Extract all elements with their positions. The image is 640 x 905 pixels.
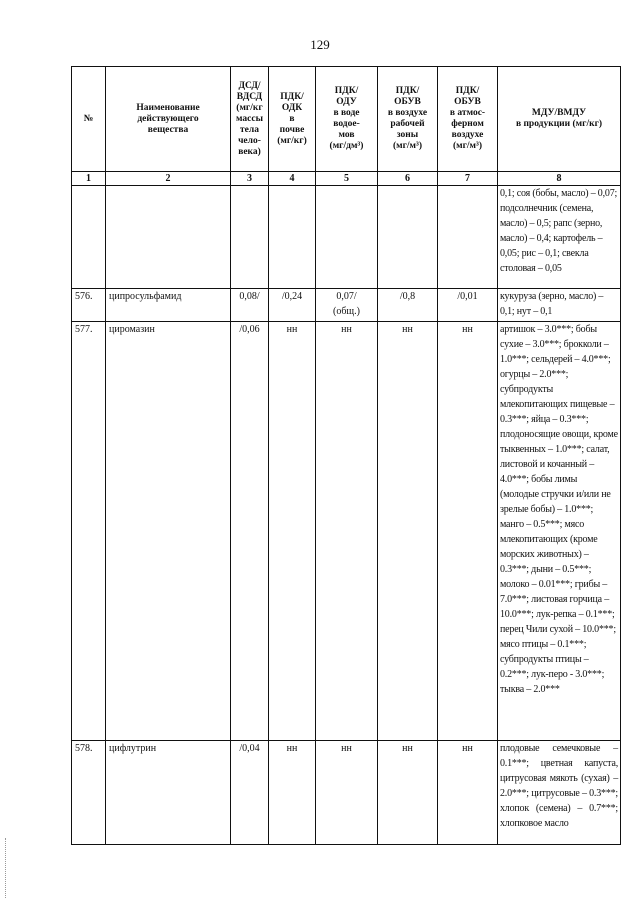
row-number: 576. <box>72 289 106 322</box>
pdk-work-air-value <box>378 186 438 289</box>
header-pdk-work-air: ПДК/ ОБУВ в воздухе рабочей зоны (мг/м³) <box>378 67 438 172</box>
mdu-value: плодовые семечковые – 0.1***; цветная капуста, цитрусовая мякоть (сухая) – 2.0***; цитрусовые – 0.3***; хлопок (семена) – 0.7***; хлопковое масло <box>498 741 621 845</box>
header-pdk-soil: ПДК/ ОДК в почве (мг/кг) <box>269 67 316 172</box>
pdk-soil-value: нн <box>269 322 316 741</box>
column-number-row <box>72 172 621 186</box>
header-dsd: ДСД/ ВДСД (мг/кг массы тела чело- века) <box>231 67 269 172</box>
column-number: 4 <box>269 172 316 186</box>
pdk-water-value: нн <box>316 322 378 741</box>
page-number: 129 <box>310 37 330 52</box>
table-row <box>72 186 621 289</box>
pdk-work-air-value: нн <box>378 322 438 741</box>
table-row <box>72 289 621 322</box>
header-number: № <box>72 67 106 172</box>
header-row <box>72 67 621 172</box>
column-number: 2 <box>106 172 231 186</box>
dsd-value: 0,08/ <box>231 289 269 322</box>
row-number: 577. <box>72 322 106 741</box>
pdk-work-air-value: /0,8 <box>378 289 438 322</box>
substance-name: ципросульфамид <box>106 289 231 322</box>
dsd-value: /0,04 <box>231 741 269 845</box>
mdu-value: артишок – 3.0***; бобы сухие – 3.0***; брокколи – 1.0***; сельдерей – 4.0***; огурцы – 2.0***; субпродукты млекопитающих пищевые – 0.3***; яйца – 0.3***; плодоносящие овощи, кроме тыквенных – 1.0***; салат, листовой и кочанный – 4.0***; бобы лимы (молодые стручки и/или не зрелые бобы) – 1.0***; манго – 0.5***; мясо млекопитающих (кроме морских животных) – 0.3***; дыни – 0.5***; молоко – 0.01***; грибы – 7.0***; листовая горчица – 10.0***; лук-репка – 0.1***; перец Чили сухой – 10.0***; мясо птицы – 0.1***; субпродукты птицы – 0.2***; лук-перо - 3.0***; тыква – 2.0*** <box>498 322 621 741</box>
substance-name: цифлутрин <box>106 741 231 845</box>
pesticide-table <box>71 66 621 845</box>
pdk-soil-value: /0,24 <box>269 289 316 322</box>
pdk-atm-air-value: нн <box>438 741 498 845</box>
pdk-soil-value: нн <box>269 741 316 845</box>
pdk-atm-air-value <box>438 186 498 289</box>
substance-name <box>106 186 231 289</box>
column-number: 5 <box>316 172 378 186</box>
mdu-value: 0,1; соя (бобы, масло) – 0,07; подсолнечник (семена, масло) – 0,5; рапс (зерно, масло) – 0,4; картофель – 0,05; рис – 0,1; свекла столовая – 0,05 <box>498 186 621 289</box>
column-number: 7 <box>438 172 498 186</box>
scan-edge-mark <box>5 838 7 898</box>
dsd-value: /0,06 <box>231 322 269 741</box>
row-number <box>72 186 106 289</box>
column-number: 8 <box>498 172 621 186</box>
column-number: 3 <box>231 172 269 186</box>
header-mdu: МДУ/ВМДУ в продукции (мг/кг) <box>498 67 621 172</box>
pdk-water-value <box>316 186 378 289</box>
table-row <box>72 322 621 741</box>
pdk-atm-air-value: /0,01 <box>438 289 498 322</box>
pdk-work-air-value: нн <box>378 741 438 845</box>
pdk-soil-value <box>269 186 316 289</box>
column-number: 6 <box>378 172 438 186</box>
dsd-value <box>231 186 269 289</box>
row-number: 578. <box>72 741 106 845</box>
table-row <box>72 741 621 845</box>
header-substance-name: Наименование действующего вещества <box>106 67 231 172</box>
header-pdk-water: ПДК/ ОДУ в воде водое- мов (мг/дм³) <box>316 67 378 172</box>
substance-name: циромазин <box>106 322 231 741</box>
pdk-atm-air-value: нн <box>438 322 498 741</box>
column-number: 1 <box>72 172 106 186</box>
header-pdk-atm-air: ПДК/ ОБУВ в атмос- ферном воздухе (мг/м³) <box>438 67 498 172</box>
pdk-water-value: 0,07/ (общ.) <box>316 289 378 322</box>
mdu-value: кукуруза (зерно, масло) – 0,1; нут – 0,1 <box>498 289 621 322</box>
pdk-water-value: нн <box>316 741 378 845</box>
